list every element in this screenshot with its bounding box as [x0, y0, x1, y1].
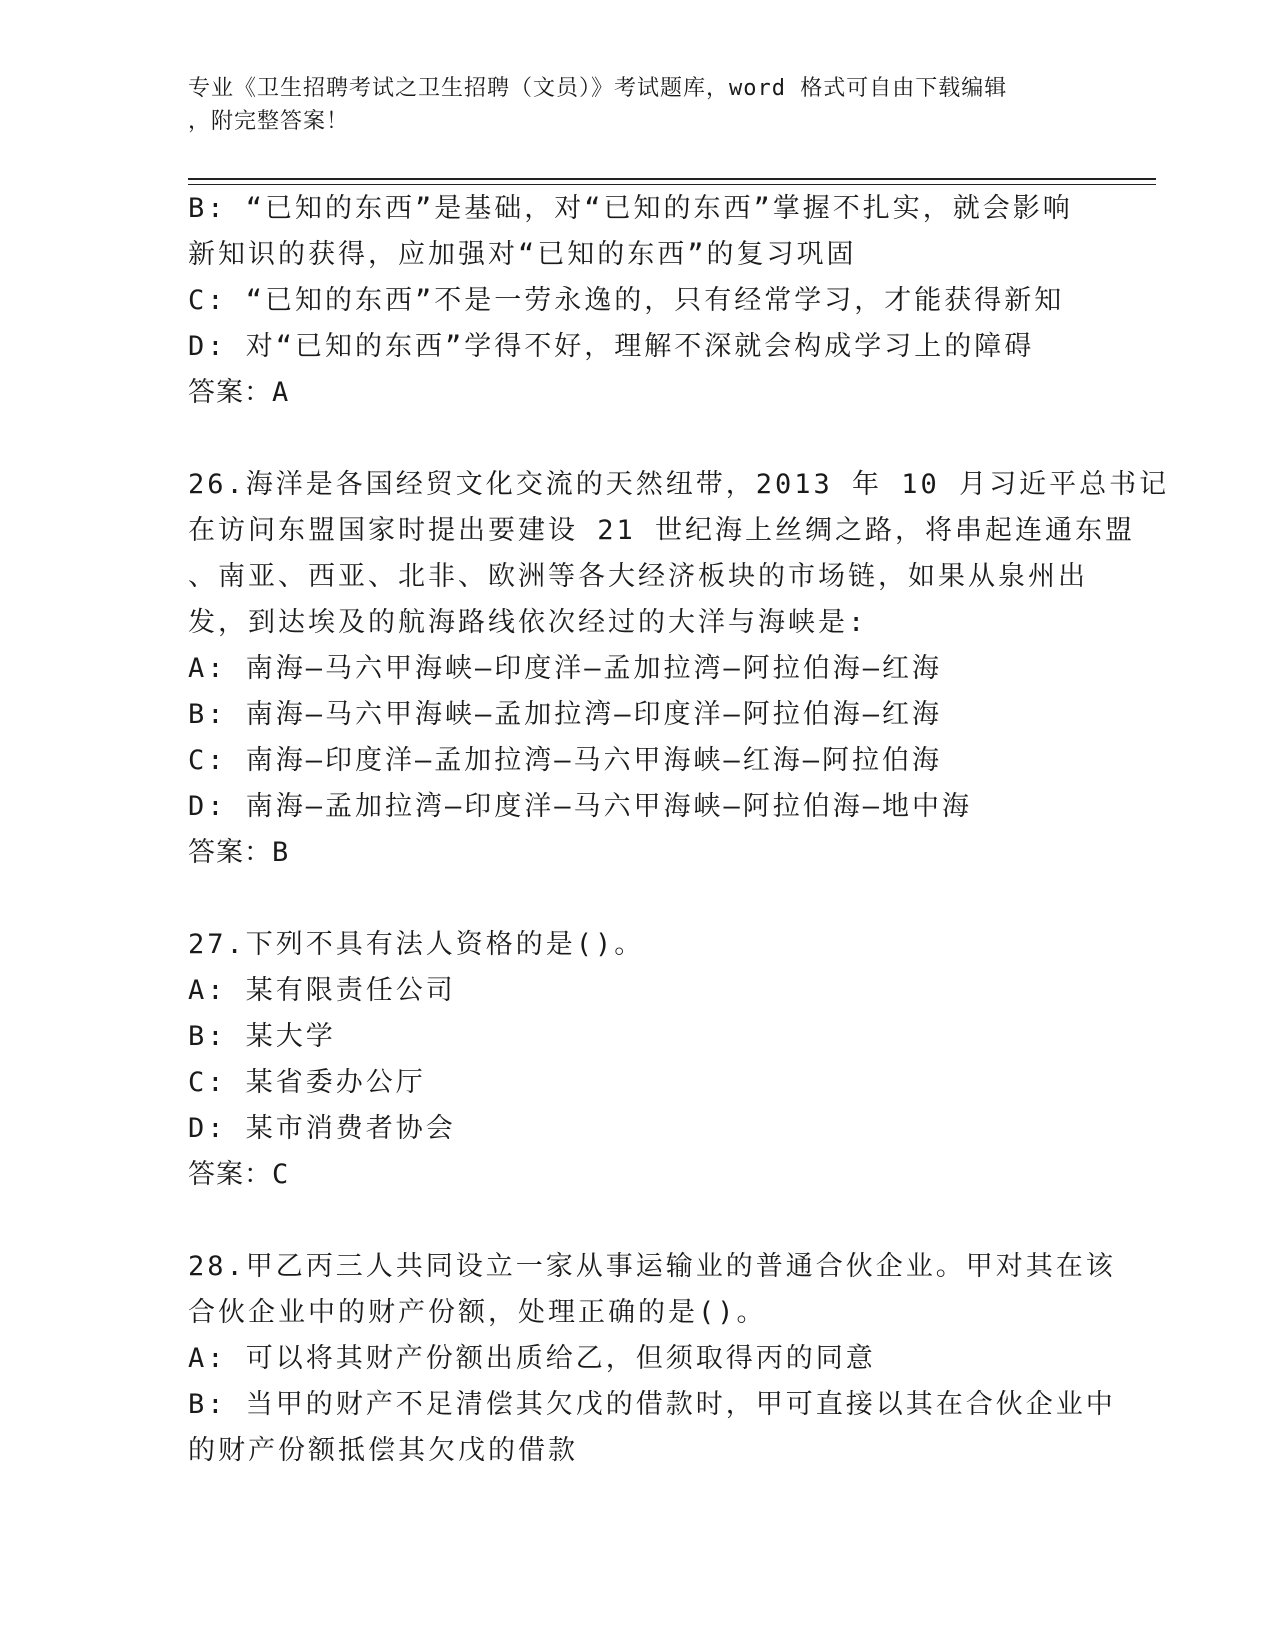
q27-option-b: B: 某大学 — [188, 1021, 336, 1052]
q26-stem-line-3: 、南亚、西亚、北非、欧洲等各大经济板块的市场链，如果从泉州出 — [188, 561, 1088, 592]
question-25 — [188, 186, 1088, 416]
q26-option-a: A: 南海—马六甲海峡—印度洋—孟加拉湾—阿拉伯海—红海 — [188, 653, 943, 684]
q27-stem: 27.下列不具有法人资格的是()。 — [188, 929, 645, 960]
spacer — [188, 1198, 1088, 1244]
q28-option-b-line-1: B: 当甲的财产不足清偿其欠戊的借款时，甲可直接以其在合伙企业中 — [188, 1389, 1116, 1420]
q25-option-d: D: 对“已知的东西”学得不好，理解不深就会构成学习上的障碍 — [188, 331, 1035, 362]
header-line-2: ，附完整答案！ — [188, 109, 350, 134]
q25-option-b-line-1: B: “已知的东西”是基础，对“已知的东西”掌握不扎实，就会影响 — [188, 193, 1073, 224]
q27-option-c: C: 某省委办公厅 — [188, 1067, 426, 1098]
q25-answer: 答案：A — [188, 377, 290, 408]
header-rule-thin — [188, 184, 1156, 185]
q27-option-a: A: 某有限责任公司 — [188, 975, 456, 1006]
q26-stem-line-1: 26.海洋是各国经贸文化交流的天然纽带，2013 年 10 月习近平总书记 — [188, 469, 1170, 500]
q28-option-a: A: 可以将其财产份额出质给乙，但须取得丙的同意 — [188, 1343, 876, 1374]
page-header — [188, 72, 1088, 138]
q28-stem-line-1: 28.甲乙丙三人共同设立一家从事运输业的普通合伙企业。甲对其在该 — [188, 1251, 1116, 1282]
q26-answer: 答案：B — [188, 837, 290, 868]
question-27 — [188, 922, 1088, 1198]
q26-option-d: D: 南海—孟加拉湾—印度洋—马六甲海峡—阿拉伯海—地中海 — [188, 791, 973, 822]
q28-stem-line-2: 合伙企业中的财产份额，处理正确的是()。 — [188, 1297, 767, 1328]
q26-stem-line-2: 在访问东盟国家时提出要建设 21 世纪海上丝绸之路，将串起连通东盟 — [188, 515, 1136, 546]
header-line-1: 专业《卫生招聘考试之卫生招聘（文员）》考试题库，word 格式可自由下载编辑 — [188, 76, 1008, 101]
question-28 — [188, 1244, 1116, 1474]
q25-option-c: C: “已知的东西”不是一劳永逸的，只有经常学习，才能获得新知 — [188, 285, 1065, 316]
q26-option-c: C: 南海—印度洋—孟加拉湾—马六甲海峡—红海—阿拉伯海 — [188, 745, 943, 776]
q26-option-b: B: 南海—马六甲海峡—孟加拉湾—印度洋—阿拉伯海—红海 — [188, 699, 943, 730]
spacer — [188, 876, 1088, 922]
q26-stem-line-4: 发，到达埃及的航海路线依次经过的大洋与海峡是: — [188, 607, 868, 638]
q27-answer: 答案：C — [188, 1159, 290, 1190]
question-26 — [188, 462, 1170, 876]
question-content — [188, 186, 1170, 1474]
header-rule-thick — [188, 178, 1156, 180]
spacer — [188, 416, 1088, 462]
q25-option-b-line-2: 新知识的获得，应加强对“已知的东西”的复习巩固 — [188, 239, 857, 270]
q28-option-b-line-2: 的财产份额抵偿其欠戊的借款 — [188, 1435, 578, 1466]
q27-option-d: D: 某市消费者协会 — [188, 1113, 456, 1144]
